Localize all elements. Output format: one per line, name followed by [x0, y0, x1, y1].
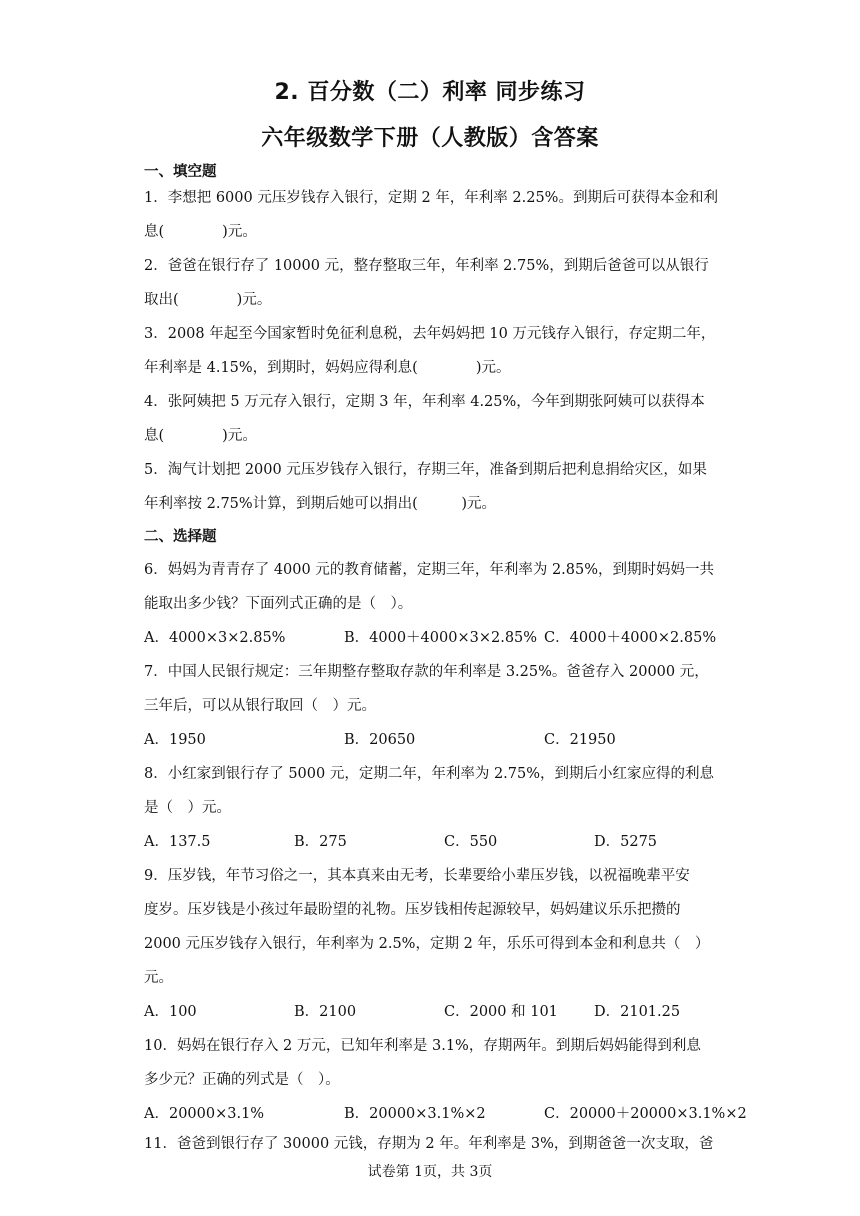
- question-6-option-c: C．4000＋4000×2.85%: [544, 630, 717, 646]
- question-9-option-b: B．2100: [294, 1004, 357, 1020]
- question-10-option-a: A．20000×3.1%: [144, 1106, 265, 1122]
- page-title: 2. 百分数（二）利率 同步练习: [274, 80, 586, 105]
- question-8-line-1: 8．小红家到银行存了 5000 元，定期二年，年利率为 2.75%，到期后小红家应得的利息: [144, 766, 715, 782]
- question-5-line-1: 5．淘气计划把 2000 元压岁钱存入银行，存期三年，准备到期后把利息捐给灾区，如果: [144, 462, 707, 478]
- question-10-option-b: B．20000×3.1%×2: [344, 1106, 486, 1122]
- page-subtitle: 六年级数学下册（人教版）含答案: [261, 126, 599, 151]
- question-2-line-2: 取出( )元。: [144, 292, 272, 308]
- question-7-option-c: C．21950: [544, 732, 616, 748]
- question-8-option-c: C．550: [444, 834, 498, 850]
- question-9-line-3: 2000 元压岁钱存入银行，年利率为 2.5%，定期 2 年，乐乐可得到本金和利息共（ ）: [144, 936, 710, 952]
- page-footer: 试卷第 1页，共 3页: [367, 1164, 493, 1180]
- question-9-line-4: 元。: [144, 970, 173, 986]
- question-9-option-d: D．2101.25: [594, 1004, 681, 1020]
- question-1-line-2: 息( )元。: [144, 224, 257, 240]
- question-3-line-2: 年利率是 4.15%，到期时，妈妈应得利息( )元。: [144, 360, 511, 376]
- question-11-line-1: 11．爸爸到银行存了 30000 元钱，存期为 2 年。年利率是 3%，到期爸爸一次支取，爸: [144, 1136, 714, 1152]
- question-4-line-2: 息( )元。: [144, 428, 257, 444]
- question-10-option-c: C．20000＋20000×3.1%×2: [544, 1106, 747, 1122]
- question-6-option-b: B．4000＋4000×3×2.85%: [344, 630, 538, 646]
- question-5-line-2: 年利率按 2.75%计算，到期后她可以捐出( )元。: [144, 496, 496, 512]
- section-heading-fill-blank: 一、填空题: [144, 164, 217, 180]
- question-1-line-1: 1．李想把 6000 元压岁钱存入银行，定期 2 年，年利率 2.25%。到期后可获得本金和利: [144, 190, 718, 206]
- question-9-option-c: C．2000 和 101: [444, 1004, 558, 1020]
- question-4-line-1: 4．张阿姨把 5 万元存入银行，定期 3 年，年利率 4.25%，今年到期张阿姨可以获得本: [144, 394, 705, 410]
- question-6-line-2: 能取出多少钱？下面列式正确的是（ ）。: [144, 596, 413, 612]
- question-8-option-a: A．137.5: [144, 834, 211, 850]
- question-7-line-2: 三年后，可以从银行取回（ ）元。: [144, 698, 376, 714]
- question-7-option-a: A．1950: [144, 732, 206, 748]
- question-9-line-2: 度岁。压岁钱是小孩过年最盼望的礼物。压岁钱相传起源较早，妈妈建议乐乐把攒的: [144, 902, 681, 918]
- question-6-option-a: A．4000×3×2.85%: [144, 630, 286, 646]
- question-3-line-1: 3．2008 年起至今国家暂时免征利息税，去年妈妈把 10 万元钱存入银行，存定期二年，: [144, 326, 716, 342]
- question-9-line-1: 9．压岁钱，年节习俗之一，其本真来由无考，长辈要给小辈压岁钱，以祝福晚辈平安: [144, 868, 690, 884]
- question-7-option-b: B．20650: [344, 732, 416, 748]
- question-10-line-1: 10．妈妈在银行存入 2 万元，已知年利率是 3.1%，存期两年。到期后妈妈能得到利息: [144, 1038, 701, 1054]
- question-6-line-1: 6．妈妈为青青存了 4000 元的教育储蓄，定期三年，年利率为 2.85%，到期时妈妈一共: [144, 562, 715, 578]
- question-8-option-b: B．275: [294, 834, 347, 850]
- question-10-line-2: 多少元？正确的列式是（ ）。: [144, 1072, 340, 1088]
- question-7-line-1: 7．中国人民银行规定：三年期整存整取存款的年利率是 3.25%。爸爸存入 20000 元，: [144, 664, 709, 680]
- question-9-option-a: A．100: [144, 1004, 197, 1020]
- section-heading-multiple-choice: 二、选择题: [144, 529, 217, 545]
- question-2-line-1: 2．爸爸在银行存了 10000 元，整存整取三年，年利率 2.75%，到期后爸爸可以从银行: [144, 258, 709, 274]
- question-8-line-2: 是（ ）元。: [144, 800, 231, 816]
- question-8-option-d: D．5275: [594, 834, 658, 850]
